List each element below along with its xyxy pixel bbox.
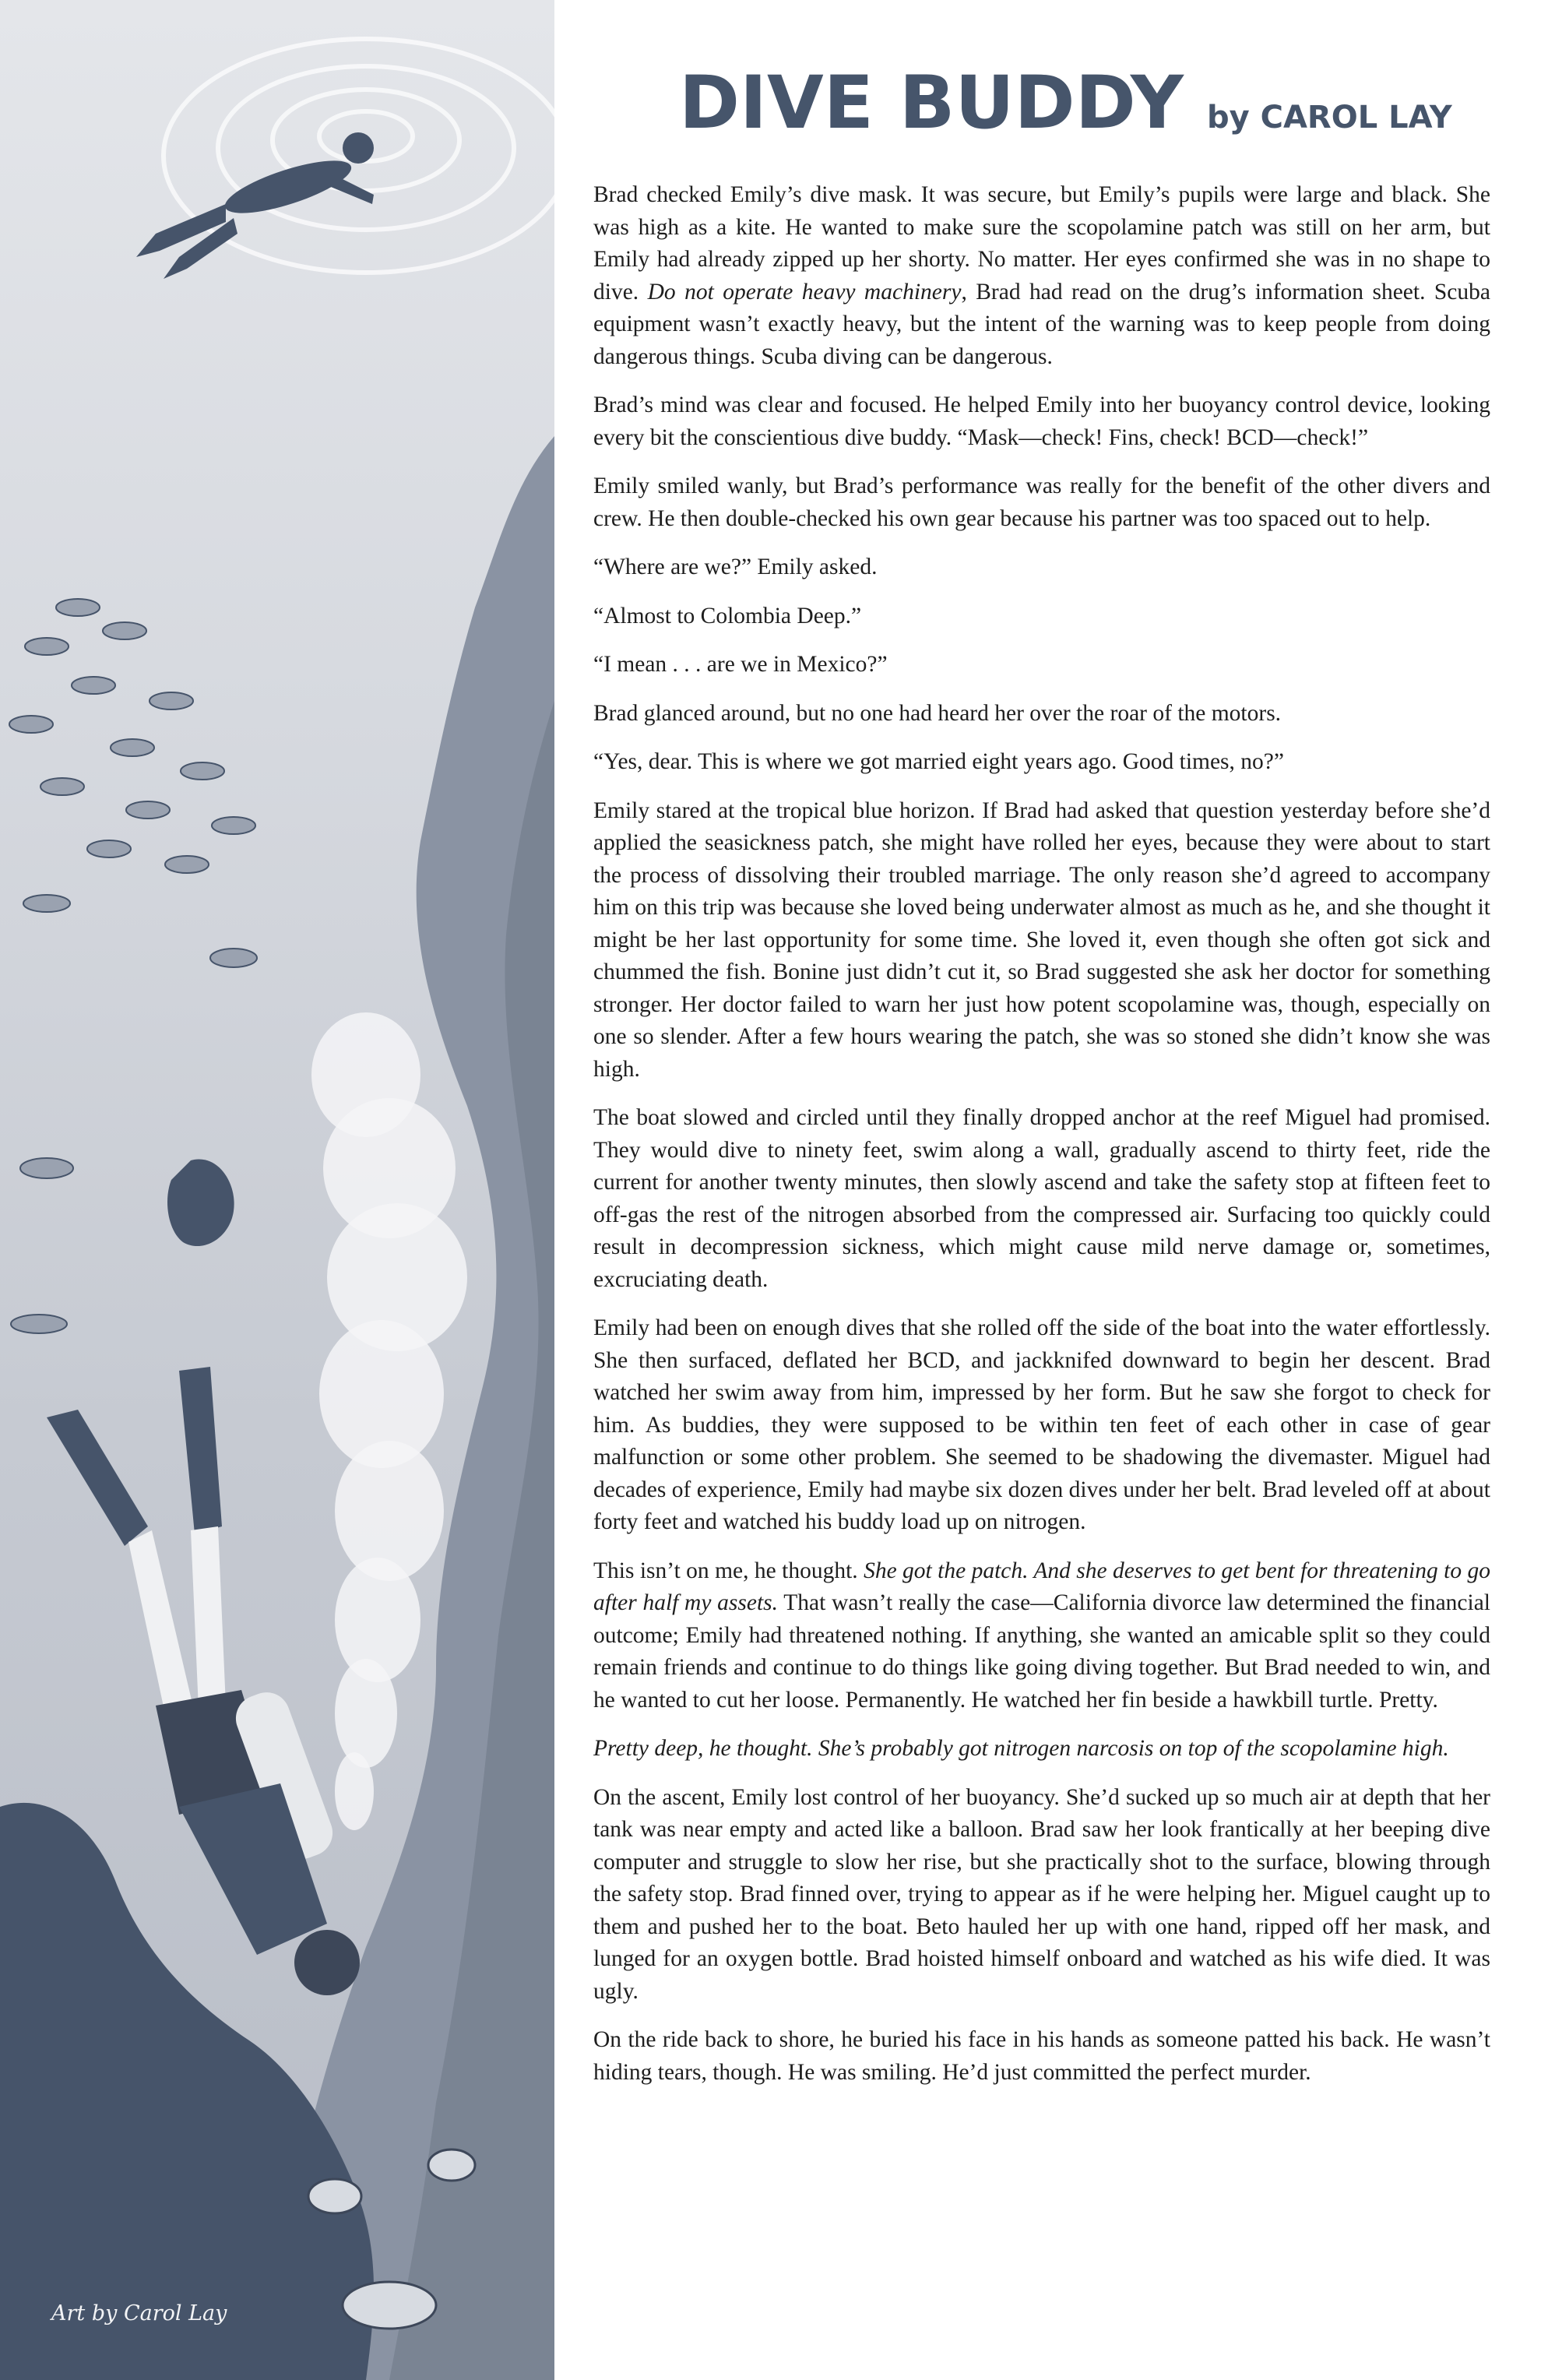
angelfish [167,1159,234,1246]
text-run: “Almost to Colombia Deep.” [593,603,862,628]
text-run: That wasn’t really the case—California divorce law determined the financial outcome; Emily had threatened nothing. If anything, she wanted an amicable split so they could remain friends and continue to do things like going diving together. But Brad needed to win, and he wanted to cut her loose. Permanently. He watched her fin beside a hawkbill turtle. Pretty. [593,1590,1490,1713]
story-paragraph [593,2024,1490,2089]
illustration-panel [0,0,554,2380]
story-paragraph [593,1555,1490,1717]
story-paragraph [593,600,1490,633]
story-paragraph [593,1733,1490,1766]
story-title: DIVE BUDDY [679,61,1184,146]
story-paragraph [593,470,1490,535]
text-run: This isn’t on me, he thought. [593,1558,864,1583]
story-paragraph [593,551,1490,584]
story-paragraph [593,1312,1490,1539]
story-body [593,179,1490,2105]
title-row [679,47,1458,146]
italic-text-run: Do not operate heavy machinery [647,279,962,305]
story-paragraph [593,649,1490,681]
story-paragraph [593,746,1490,779]
text-run: Brad glanced around, but no one had heard her over the roar of the motors. [593,700,1282,726]
text-run: Emily had been on enough dives that she rolled off the side of the boat into the water effortlessly. She then surfaced, deflated her BCD, and jackknifed downward to begin her descent. Brad watched her swim away from him, impressed by her form. But he saw she forgot to check for him. As buddies, they were supposed to be within ten feet of each other in case of gear malfunction or some other problem. She seemed to be shadowing the divemaster. Miguel had decades of experience, Emily had maybe six dozen dives under her belt. Brad leveled off at about forty feet and watched his buddy load up on nitrogen. [593,1315,1490,1534]
story-paragraph [593,389,1490,454]
text-run: The boat slowed and circled until they finally dropped anchor at the reef Miguel had promised. They would dive to ninety feet, swim along a wall, gradually ascend to thirty feet, ride the current for another twenty minutes, then slowly ascend and take the safety stop at fifteen feet to off-gas the rest of the nitrogen absorbed from the compressed air. Surfacing too quickly could result in decompression sickness, which might cause mild nerve damage or, sometimes, excruciating death. [593,1105,1490,1292]
text-run: Emily smiled wanly, but Brad’s performance was really for the benefit of the other divers and crew. He then double-checked his own gear because his partner was too spaced out to help. [593,474,1490,531]
story-paragraph [593,795,1490,1086]
story-paragraph [593,1102,1490,1296]
story-paragraph [593,179,1490,373]
text-run: On the ascent, Emily lost control of her buoyancy. She’d sucked up so much air at depth that her tank was near empty and acted like a balloon. Brad saw her look frantically at her beeping dive computer and struggle to slow her rise, but she practically shot to the surface, blowing through the safety stop. Brad finned over, trying to appear as if he were helping her. Miguel caught up to them and pushed her to the boat. Beto hauled her up with one hand, ripped off her mask, and lunged for an oxygen bottle. Brad hoisted himself onboard and watched as his wife died. It was ugly. [593,1784,1490,2004]
coral-mass [0,1803,374,2380]
text-run: Emily stared at the tropical blue horizon. If Brad had asked that question yesterday before she’d applied the seasickness patch, she might have rolled her eyes, because they were about to start the process of dissolving their troubled marriage. The only reason she’d agreed to accompany him on this trip was because she loved being underwater almost as much as he, and she thought it might be her last opportunity for some time. She loved it, even though she often got sick and chummed the fish. Bonine just didn’t cut it, so Brad suggested she ask her doctor for something stronger. Her doctor failed to warn her just how potent scopolamine was, though, especially on one so slender. After a few hours wearing the patch, she was so stoned she didn’t know she was high. [593,797,1490,1082]
text-run: On the ride back to shore, he buried his face in his hands as someone patted his back. He wasn’t hiding tears, though. He was smiling. He’d just committed the perfect murder. [593,2027,1490,2085]
art-credit: Art by Carol Lay [51,2301,227,2325]
underwater-illustration [0,0,554,2380]
text-run: , Brad had read on the drug’s information sheet. Scuba equipment wasn’t exactly heavy, but the intent of the warning was to keep people from doing dangerous things. Scuba diving can be dangerous. [593,279,1490,369]
italic-text-run: Pretty deep, he thought. She’s probably got nitrogen narcosis on top of the scopolamine high. [593,1736,1449,1761]
text-run: Brad checked Emily’s dive mask. It was secure, but Emily’s pupils were large and black. She was high as a kite. He wanted to make sure the scopolamine patch was still on her arm, but Emily had already zipped up her shorty. No matter. Her eyes confirmed she was in no shape to dive. [593,182,1490,305]
italic-text-run: She got the patch. And she deserves to get bent for threatening to go after half my assets. [593,1558,1490,1615]
text-run: “Yes, dear. This is where we got married eight years ago. Good times, no?” [593,749,1284,774]
text-run: “Where are we?” Emily asked. [593,555,878,579]
story-paragraph [593,698,1490,731]
byline: by CAROL LAY [1206,100,1452,136]
story-paragraph [593,1782,1490,2009]
text-run: Brad’s mind was clear and focused. He helped Emily into her buoyancy control device, looking every bit the conscientious dive buddy. “Mask—check! Fins, check! BCD—check!” [593,393,1490,450]
text-run: “I mean . . . are we in Mexico?” [593,652,888,677]
